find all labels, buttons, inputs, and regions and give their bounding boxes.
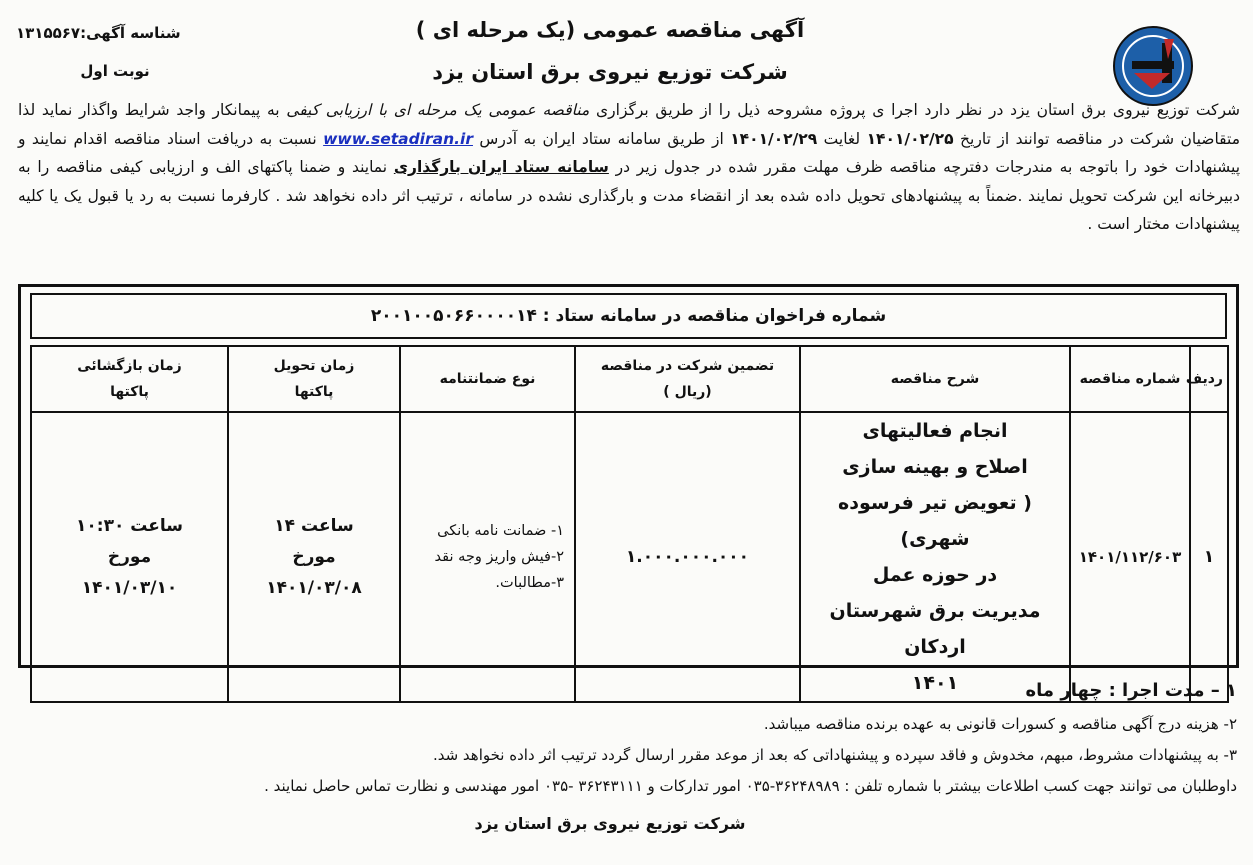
setad-link[interactable]: www.setadiran.ir: [323, 129, 473, 148]
desc-line-3: ( تعویض تیر فرسوده شهری): [838, 492, 1032, 550]
opening-date: ۱۴۰۱/۰۳/۱۰: [81, 577, 178, 598]
guarantee-type-1: ۱- ضمانت نامه بانکی: [437, 523, 564, 539]
tender-description: [800, 412, 1070, 702]
guarantee-amount: ۱.۰۰۰.۰۰۰.۰۰۰: [575, 412, 800, 702]
ad-id: شناسه آگهی:۱۳۱۵۵۶۷: [16, 24, 181, 42]
opening-date-label: مورخ: [107, 546, 152, 567]
table-header-row: [31, 346, 1228, 412]
intro-text-3: لغایت: [817, 129, 867, 148]
publication-round: نوبت اول: [80, 62, 150, 80]
contact-info: داوطلبان می توانند جهت کسب اطلاعات بیشتر با شماره تلفن : ۳۶۲۴۸۹۸۹-۰۳۵ امور تدارکات و ۳۶۲۴۳۱۱۱ -۰۳۵ امور مهندسی و نظارت تماس حاصل نمایند .: [264, 777, 1237, 795]
desc-line-1: انجام فعالیتهای: [862, 420, 1008, 442]
intro-text-6: نمایند و ضمنا پاکتهای الف و ارزیابی کیفی مناقصه را به دبیرخانه این شرکت تحویل نمایند .ضمناً به پیشنهادهای تحویل داده شده بعد از انقضاء مدت و بارگذاری نشده در سامانه ، ترتیب اثر داده نخواهد شد . کارفرما نسبت به رد یا قبول یک یا کلیه پیشنهادات مختار است .: [18, 158, 1240, 233]
tender-table: [30, 345, 1229, 703]
header-tender-no: شماره مناقصه: [1070, 346, 1190, 412]
header-delivery-line1: زمان تحویل: [273, 358, 355, 374]
guarantee-types: [400, 412, 575, 702]
header-delivery-line2: پاکتها: [294, 384, 334, 400]
desc-line-4: در حوزه عمل: [872, 564, 998, 586]
header-row-index: ردیف: [1190, 346, 1228, 412]
desc-line-5: مدیریت برق شهرستان اردکان: [829, 600, 1041, 658]
guarantee-type-2: ۲-فیش واریز وجه نقد: [434, 549, 564, 565]
row-index: ۱: [1190, 412, 1228, 702]
header-guarantee: تضمین شرکت در مناقصه (ریال ): [575, 346, 800, 412]
intro-text-4: از طریق سامانه ستاد ایران به آدرس: [472, 129, 731, 148]
system-name: سامانه ستاد ایران بارگذاری: [393, 158, 609, 176]
company-name: شرکت توزیع نیروی برق استان یزد: [432, 60, 788, 84]
call-number-box: [30, 293, 1227, 339]
tender-number: ۱۴۰۱/۱۱۲/۶۰۳: [1070, 412, 1190, 702]
header-opening-line1: زمان بازگشائی: [77, 358, 182, 374]
header-delivery: [228, 346, 400, 412]
intro-text-5: نسبت به دریافت اسناد مناقصه اقدام نمایند و پیشنهادات خود را باتوجه به مندرجات دفترچه مناقصه ظرف مهلت مقرر شده در جدول زیر در: [18, 129, 1241, 176]
opening-hour: ساعت ۱۰:۳۰: [76, 515, 183, 536]
header-description: شرح مناقصه: [800, 346, 1070, 412]
execution-duration: ۱ – مدت اجرا : چهار ماه: [1025, 680, 1237, 701]
delivery-date: ۱۴۰۱/۰۳/۰۸: [266, 577, 362, 598]
opening-time: [31, 412, 228, 702]
delivery-hour: ساعت ۱۴: [274, 515, 354, 536]
note-ad-cost: ۲- هزینه درج آگهی مناقصه و کسورات قانونی به عهده برنده مناقصه میباشد.: [763, 715, 1237, 733]
date-to: ۱۴۰۱/۰۲/۲۹: [730, 129, 818, 148]
desc-line-6: ۱۴۰۱: [911, 672, 959, 694]
page-title: آگهی مناقصه عمومی (یک مرحله ای ): [415, 18, 805, 42]
intro-text-2: به پیمانکار واجد شرایط واگذار نماید لذا متقاضیان شرکت در مناقصه توانند از تاریخ: [18, 101, 1240, 148]
date-from: ۱۴۰۱/۰۲/۲۵: [866, 129, 954, 148]
signature: شرکت توزیع نیروی برق استان یزد: [474, 814, 746, 833]
desc-line-2: اصلاح و بهینه سازی: [842, 456, 1028, 478]
note-conditional-bids: ۳- به پیشنهادات مشروط، مبهم، مخدوش و فاقد سپرده و پیشنهاداتی که بعد از موعد مقرر ارسال گردد ترتیب اثر داده نخواهد شد.: [432, 746, 1237, 764]
company-logo-icon: [1112, 25, 1194, 107]
delivery-date-label: مورخ: [292, 546, 336, 567]
guarantee-type-3: ۳-مطالبات.: [495, 575, 564, 591]
call-number-label: شماره فراخوان مناقصه در سامانه ستاد :: [536, 306, 887, 326]
header-opening: [31, 346, 228, 412]
intro-paragraph: [18, 96, 1240, 239]
header-opening-line2: پاکتها: [110, 384, 149, 400]
delivery-time: [228, 412, 400, 702]
table-row: [31, 412, 1228, 702]
intro-tender-type: مناقصه عمومی یک مرحله ای با ارزیابی کیفی: [286, 101, 590, 119]
header-guarantee-type: نوع ضمانتنامه: [400, 346, 575, 412]
call-number: ۲۰۰۱۰۰۵۰۶۶۰۰۰۰۱۴: [370, 306, 537, 326]
intro-text-1: شرکت توزیع نیروی برق استان یزد در نظر دارد اجرا ی پروژه مشروحه ذیل را از طریق برگزاری: [589, 101, 1240, 119]
